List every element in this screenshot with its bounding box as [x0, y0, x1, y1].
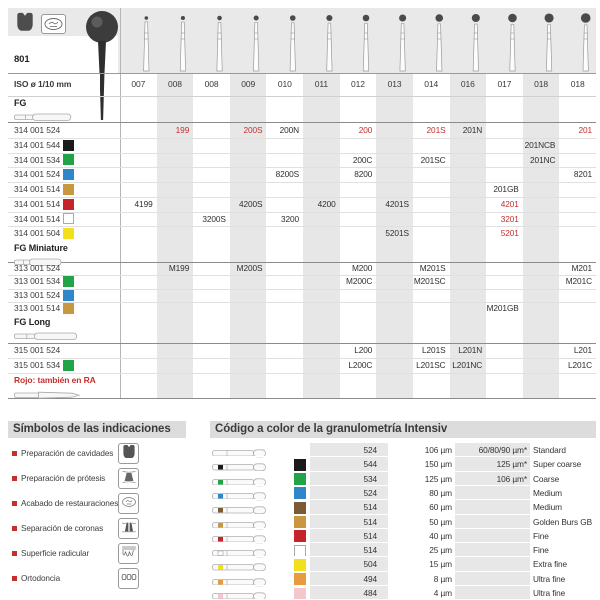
- catalog-value: M201GB: [486, 302, 519, 313]
- color-swatch-green: [63, 276, 74, 287]
- iso-size: 011: [314, 79, 328, 89]
- rule-line: [8, 122, 596, 123]
- catalog-value: 4201: [500, 198, 519, 209]
- indication-bullet: [12, 501, 17, 506]
- indication-label: Separación de coronas: [21, 524, 104, 533]
- grit-swatch-white: [294, 545, 306, 557]
- indication-bullet: [12, 551, 17, 556]
- prosthesis-icon: [121, 472, 137, 489]
- grit-name: Medium: [533, 502, 562, 513]
- grit-swatch-brown: [294, 502, 306, 514]
- row-separator: [8, 358, 596, 359]
- grit-panel: [210, 421, 596, 600]
- iso-label: ISO ø 1/10 mm: [14, 79, 72, 89]
- grit-bur-icon: [212, 574, 268, 584]
- catalog-value: 201SC: [420, 154, 446, 165]
- grit-size: 50 µm: [429, 516, 452, 527]
- indication-bullet: [12, 451, 17, 456]
- grit-code: 534: [363, 473, 377, 484]
- catalog-value: M201S: [419, 263, 446, 273]
- grit-name: Standard: [533, 445, 566, 455]
- grit-band-extra: [455, 586, 530, 600]
- catalog-value: 200: [358, 125, 373, 135]
- catalog-value: 4200S: [238, 198, 263, 209]
- crown-separation-icon: [121, 522, 137, 539]
- grit-size: 60 µm: [429, 502, 452, 513]
- iso-size: 012: [351, 79, 365, 89]
- grit-name: Coarse: [533, 473, 560, 484]
- catalog-value: 3201: [500, 213, 519, 224]
- grit-size: 80 µm: [429, 487, 452, 498]
- row-code: 314 001 514: [14, 213, 61, 224]
- indication-bullet: [12, 576, 17, 581]
- rule-line: [8, 262, 596, 263]
- grit-size: 106 µm: [424, 445, 452, 455]
- grit-size: 25 µm: [429, 545, 452, 556]
- color-swatch-red: [63, 199, 74, 210]
- indication-label: Superficie radicular: [21, 549, 90, 558]
- catalog-value: 200S: [243, 125, 263, 135]
- indication-label: Ortodoncia: [21, 574, 61, 583]
- catalog-value: 3200: [281, 213, 300, 224]
- catalog-value: L201N: [458, 345, 483, 355]
- grit-code: 514: [363, 516, 377, 527]
- catalog-value: M199: [168, 263, 190, 273]
- grit-code: 514: [363, 545, 377, 556]
- catalog-value: L200C: [348, 360, 373, 370]
- row-code: 314 001 524: [14, 169, 61, 180]
- grit-code: 514: [363, 530, 377, 541]
- catalog-value: M200: [351, 263, 373, 273]
- color-swatch-gold: [63, 184, 74, 195]
- grit-swatch-green: [294, 473, 306, 485]
- catalog-value: 8200: [354, 169, 373, 180]
- catalog-value: M201SC: [413, 276, 446, 287]
- section-shank: [14, 109, 84, 119]
- catalog-value: M201C: [565, 276, 592, 287]
- grit-size: 4 µm: [433, 588, 452, 598]
- color-swatch-white: [63, 213, 74, 224]
- catalog-table: [8, 8, 596, 400]
- row-separator: [8, 373, 596, 374]
- color-swatch-blue: [63, 290, 74, 301]
- row-code: 314 001 544: [14, 139, 61, 150]
- orthodontics-icon: [121, 572, 137, 589]
- grit-swatch-gold: [294, 516, 306, 528]
- grit-size: 125 µm: [424, 473, 452, 484]
- iso-size: 013: [387, 79, 402, 89]
- catalog-value: L200: [354, 345, 373, 355]
- symbols-panel: [8, 421, 202, 600]
- grit-name: Fine: [533, 530, 549, 541]
- indication-icon-box: [118, 543, 139, 564]
- grit-name: Fine: [533, 545, 549, 556]
- grit-bur-icon: [212, 517, 268, 527]
- grit-code: 544: [363, 459, 377, 470]
- ra-shank-icon: [14, 390, 80, 400]
- grit-bur-icon: [212, 559, 268, 569]
- series-number: 801: [14, 54, 30, 65]
- grit-bur-icon: [212, 502, 268, 512]
- grit-bur-icon: [212, 445, 268, 455]
- catalog-value: 4200: [317, 198, 336, 209]
- header-indication-icons: [14, 12, 74, 36]
- row-code: 314 001 514: [14, 184, 61, 194]
- grit-name: Super coarse: [533, 459, 582, 470]
- rule-line: [8, 343, 596, 344]
- indication-icon-box: [118, 468, 139, 489]
- grit-swatch-red: [294, 530, 306, 542]
- iso-size: 008: [167, 79, 182, 89]
- row-separator: [8, 138, 596, 139]
- grit-name: Ultra fine: [533, 588, 566, 598]
- catalog-value: M201: [571, 263, 592, 273]
- grit-band-extra: [455, 500, 530, 514]
- indication-label: Preparación de prótesis: [21, 474, 106, 483]
- catalog-value: L201SC: [416, 360, 446, 370]
- indication-label: Preparación de cavidades: [21, 449, 114, 458]
- indication-icon-box: [118, 518, 139, 539]
- ra-footnote: Rojo: también en RA: [14, 375, 96, 385]
- grit-name: Medium: [533, 487, 562, 498]
- iso-size: 007: [131, 79, 146, 89]
- grit-swatch-black: [294, 459, 306, 471]
- fg-shank-icon: [14, 112, 72, 122]
- grit-code: 514: [363, 502, 377, 513]
- grit-size: 150 µm: [424, 459, 452, 470]
- root-surface-icon: [121, 547, 137, 564]
- indication-label: Acabado de restauraciones: [21, 499, 119, 508]
- grit-bur-icon: [212, 545, 268, 555]
- catalog-value: 199: [175, 125, 190, 135]
- catalog-value: 201: [578, 125, 592, 135]
- catalog-value: M200S: [236, 263, 263, 273]
- color-swatch-yellow: [63, 228, 74, 239]
- grit-name: Golden Burs GB: [533, 516, 593, 527]
- catalog-value: 201NC: [530, 154, 556, 165]
- grit-code: 484: [363, 588, 377, 598]
- grit-swatch-orange: [294, 573, 306, 585]
- catalog-value: 201NCB: [524, 139, 556, 150]
- catalog-value: 4199: [134, 198, 153, 209]
- row-code: 314 001 514: [14, 198, 61, 209]
- grit-swatch-blue: [294, 487, 306, 499]
- section-label: FG: [14, 98, 27, 108]
- grit-bur-icon: [212, 488, 268, 498]
- symbols-title: Símbolos de las indicaciones: [8, 421, 186, 438]
- grit-bur-icon: [212, 459, 268, 469]
- catalog-value: 201S: [426, 125, 446, 135]
- row-code: 313 001 524: [14, 289, 61, 300]
- grit-name: Extra fine: [533, 559, 568, 570]
- row-separator: [8, 275, 596, 276]
- catalog-value: L201S: [422, 345, 446, 355]
- grit-bur-icon: [212, 474, 268, 484]
- grit-size: 8 µm: [433, 573, 452, 584]
- iso-size: 014: [424, 79, 439, 89]
- catalog-value: 200N: [279, 125, 300, 135]
- row-separator: [8, 167, 596, 168]
- grit-swatch-pink: [294, 588, 306, 600]
- iso-size: 017: [497, 79, 512, 89]
- iso-size: 010: [277, 79, 292, 89]
- grit-band-extra: [455, 515, 530, 529]
- indication-icon-box: [118, 568, 139, 589]
- rule-line: [8, 96, 596, 97]
- indication-bullet: [12, 526, 17, 531]
- grit-name: Ultra fine: [533, 573, 566, 584]
- grit-bur-icon: [212, 531, 268, 541]
- section-label: FG Long: [14, 317, 51, 327]
- iso-size: 018: [570, 79, 585, 89]
- iso-size: 018: [534, 79, 549, 89]
- row-code: 315 001 534: [14, 360, 61, 370]
- row-separator: [8, 289, 596, 290]
- row-code: 315 001 524: [14, 345, 61, 355]
- color-swatch-green: [63, 360, 74, 371]
- finishing-icon: [121, 497, 137, 514]
- grit-band-extra: [455, 572, 530, 586]
- row-code: 313 001 534: [14, 276, 61, 287]
- catalog-value: 201N: [462, 125, 483, 135]
- indication-bullet: [12, 476, 17, 481]
- grit-band-extra: [455, 529, 530, 543]
- row-code: 313 001 514: [14, 302, 61, 313]
- catalog-value: L201: [573, 345, 592, 355]
- row-code: 313 001 524: [14, 263, 61, 273]
- grit-extra: 125 µm*: [496, 459, 527, 470]
- grit-extra: 106 µm*: [496, 473, 527, 484]
- grit-code: 524: [363, 487, 377, 498]
- catalog-value: 200C: [352, 154, 373, 165]
- catalog-value: M200C: [346, 276, 373, 287]
- color-swatch-gold: [63, 303, 74, 314]
- catalog-value: 5201: [500, 228, 519, 239]
- catalog-value: 8201: [573, 169, 592, 180]
- row-code: 314 001 534: [14, 154, 61, 165]
- grit-size: 40 µm: [429, 530, 452, 541]
- catalog-value: 8200S: [275, 169, 300, 180]
- indication-icon-box: [118, 443, 139, 464]
- catalog-value: 5201S: [385, 228, 409, 239]
- ra-shank: [14, 387, 84, 397]
- catalog-value: L201NC: [452, 360, 483, 370]
- section-label: FG Miniature: [14, 243, 68, 253]
- iso-size: 009: [241, 79, 256, 89]
- catalog-value: 4201S: [385, 198, 409, 209]
- fg-long-shank-icon: [14, 331, 78, 341]
- indication-icon-box: [118, 493, 139, 514]
- color-swatch-black: [63, 140, 74, 151]
- grit-code: 504: [363, 559, 377, 570]
- grit-band-extra: [455, 486, 530, 500]
- section-shank: [14, 328, 84, 338]
- row-separator: [8, 153, 596, 154]
- finishing-icon: [41, 14, 66, 34]
- cavity-icon: [14, 12, 36, 38]
- color-swatch-blue: [63, 169, 74, 180]
- rule-line: [8, 398, 596, 399]
- iso-size: 016: [460, 79, 475, 89]
- catalog-value: 3200S: [202, 213, 226, 224]
- grit-swatch-yellow: [294, 559, 306, 571]
- iso-size: 008: [204, 79, 219, 89]
- cavity-icon: [121, 447, 137, 464]
- bur-photos: [8, 8, 596, 128]
- row-code: 314 001 524: [14, 125, 61, 135]
- color-swatch-green: [63, 154, 74, 165]
- grit-code: 494: [363, 573, 377, 584]
- catalog-value: L201C: [568, 360, 592, 370]
- grit-title: Código a color de la granulometría Intensiv: [210, 421, 596, 438]
- row-code: 314 001 504: [14, 228, 61, 239]
- grit-size: 15 µm: [429, 559, 452, 570]
- grit-band-extra: [455, 543, 530, 557]
- grit-bur-icon: [212, 588, 268, 598]
- grit-extra: 60/80/90 µm*: [478, 445, 527, 455]
- grit-code: 524: [363, 445, 377, 455]
- grit-band-extra: [455, 557, 530, 571]
- catalog-value: 201GB: [493, 184, 519, 194]
